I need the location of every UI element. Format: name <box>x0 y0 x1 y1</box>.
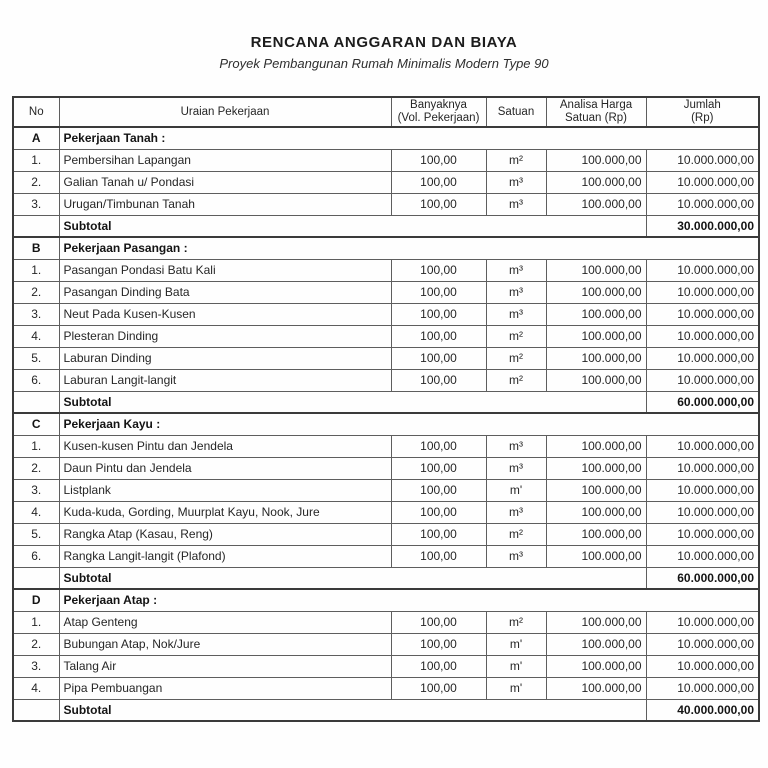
table-row <box>13 281 759 303</box>
row-quantity: 100,00 <box>391 677 486 699</box>
table-row <box>13 325 759 347</box>
row-number: 1. <box>13 435 59 457</box>
row-total: 10.000.000,00 <box>646 633 759 655</box>
row-unit-price: 100.000,00 <box>546 611 646 633</box>
row-unit-price: 100.000,00 <box>546 457 646 479</box>
row-unit-price: 100.000,00 <box>546 259 646 281</box>
row-total: 10.000.000,00 <box>646 611 759 633</box>
row-description: Neut Pada Kusen-Kusen <box>59 303 391 325</box>
col-header-label: Banyaknya <box>410 99 467 111</box>
row-number: 3. <box>13 303 59 325</box>
row-unit: m² <box>486 369 546 391</box>
row-unit: m³ <box>486 303 546 325</box>
row-unit-price: 100.000,00 <box>546 435 646 457</box>
col-header-sublabel: (Vol. Pekerjaan) <box>397 112 480 124</box>
row-number: 2. <box>13 457 59 479</box>
row-description: Listplank <box>59 479 391 501</box>
row-total: 10.000.000,00 <box>646 523 759 545</box>
row-unit: m³ <box>486 281 546 303</box>
row-description: Urugan/Timbunan Tanah <box>59 193 391 215</box>
row-description: Atap Genteng <box>59 611 391 633</box>
row-description: Daun Pintu dan Jendela <box>59 457 391 479</box>
section-letter: C <box>13 413 59 435</box>
row-unit: m² <box>486 611 546 633</box>
table-row <box>13 633 759 655</box>
col-header-sublabel: (Rp) <box>691 112 714 124</box>
row-quantity: 100,00 <box>391 479 486 501</box>
row-description: Pasangan Pondasi Batu Kali <box>59 259 391 281</box>
page-title: RENCANA ANGGARAN DAN BIAYA <box>250 34 518 51</box>
row-total: 10.000.000,00 <box>646 501 759 523</box>
row-unit: m³ <box>486 501 546 523</box>
row-quantity: 100,00 <box>391 457 486 479</box>
row-unit-price: 100.000,00 <box>546 281 646 303</box>
row-total: 10.000.000,00 <box>646 435 759 457</box>
row-quantity: 100,00 <box>391 611 486 633</box>
row-total: 10.000.000,00 <box>646 325 759 347</box>
table-row <box>13 611 759 633</box>
row-quantity: 100,00 <box>391 259 486 281</box>
row-number: 6. <box>13 369 59 391</box>
table-row <box>13 677 759 699</box>
row-quantity: 100,00 <box>391 281 486 303</box>
table-row <box>13 347 759 369</box>
col-header-analisa <box>546 97 646 127</box>
row-number: 2. <box>13 171 59 193</box>
row-quantity: 100,00 <box>391 655 486 677</box>
row-quantity: 100,00 <box>391 369 486 391</box>
row-unit: m³ <box>486 171 546 193</box>
row-unit: m' <box>486 677 546 699</box>
col-header-label: Analisa Harga <box>559 99 633 111</box>
row-unit: m' <box>486 655 546 677</box>
row-description: Pembersihan Lapangan <box>59 149 391 171</box>
row-number: 1. <box>13 611 59 633</box>
row-description: Galian Tanah u/ Pondasi <box>59 171 391 193</box>
col-header-label: Uraian Pekerjaan <box>180 105 270 118</box>
row-number: 3. <box>13 655 59 677</box>
table-row <box>13 303 759 325</box>
row-quantity: 100,00 <box>391 149 486 171</box>
section-header-row <box>13 413 759 435</box>
row-unit: m³ <box>486 457 546 479</box>
table-row <box>13 523 759 545</box>
table-row <box>13 655 759 677</box>
col-header-satuan <box>486 97 546 127</box>
row-unit: m³ <box>486 435 546 457</box>
table-row <box>13 193 759 215</box>
section-letter: A <box>13 127 59 149</box>
row-number: 3. <box>13 479 59 501</box>
table-body <box>13 127 759 721</box>
row-unit: m³ <box>486 259 546 281</box>
row-quantity: 100,00 <box>391 347 486 369</box>
row-total: 10.000.000,00 <box>646 457 759 479</box>
subtotal-value: 60.000.000,00 <box>646 391 759 413</box>
table-row <box>13 457 759 479</box>
row-unit-price: 100.000,00 <box>546 193 646 215</box>
subtotal-value: 30.000.000,00 <box>646 215 759 237</box>
row-description: Laburan Langit-langit <box>59 369 391 391</box>
row-unit-price: 100.000,00 <box>546 325 646 347</box>
table-row <box>13 435 759 457</box>
row-unit-price: 100.000,00 <box>546 171 646 193</box>
row-unit-price: 100.000,00 <box>546 633 646 655</box>
row-total: 10.000.000,00 <box>646 479 759 501</box>
row-unit: m² <box>486 149 546 171</box>
row-number: 4. <box>13 501 59 523</box>
col-header-label: Jumlah <box>683 99 721 111</box>
section-title: Pekerjaan Kayu : <box>59 413 759 435</box>
table-header-row <box>13 97 759 127</box>
table-row <box>13 149 759 171</box>
table-row <box>13 369 759 391</box>
row-description: Talang Air <box>59 655 391 677</box>
row-total: 10.000.000,00 <box>646 677 759 699</box>
row-number: 4. <box>13 677 59 699</box>
section-header-row <box>13 589 759 611</box>
row-unit-price: 100.000,00 <box>546 303 646 325</box>
table-row <box>13 171 759 193</box>
row-quantity: 100,00 <box>391 193 486 215</box>
table-row <box>13 259 759 281</box>
col-header-no <box>13 97 59 127</box>
col-header-uraian <box>59 97 391 127</box>
row-number: 1. <box>13 259 59 281</box>
row-quantity: 100,00 <box>391 435 486 457</box>
row-quantity: 100,00 <box>391 325 486 347</box>
row-description: Rangka Atap (Kasau, Reng) <box>59 523 391 545</box>
row-description: Plesteran Dinding <box>59 325 391 347</box>
row-total: 10.000.000,00 <box>646 545 759 567</box>
row-unit: m² <box>486 523 546 545</box>
row-description: Pasangan Dinding Bata <box>59 281 391 303</box>
row-quantity: 100,00 <box>391 633 486 655</box>
row-unit-price: 100.000,00 <box>546 501 646 523</box>
row-unit-price: 100.000,00 <box>546 369 646 391</box>
subtotal-row <box>13 391 759 413</box>
section-title: Pekerjaan Pasangan : <box>59 237 759 259</box>
row-unit-price: 100.000,00 <box>546 149 646 171</box>
row-total: 10.000.000,00 <box>646 369 759 391</box>
col-header-banyaknya <box>391 97 486 127</box>
row-quantity: 100,00 <box>391 501 486 523</box>
row-description: Kusen-kusen Pintu dan Jendela <box>59 435 391 457</box>
row-unit-price: 100.000,00 <box>546 677 646 699</box>
section-header-row <box>13 127 759 149</box>
row-number: 4. <box>13 325 59 347</box>
subtotal-value: 40.000.000,00 <box>646 699 759 721</box>
col-header-jumlah <box>646 97 759 127</box>
row-total: 10.000.000,00 <box>646 281 759 303</box>
col-header-sublabel: Satuan (Rp) <box>564 112 627 124</box>
row-unit: m³ <box>486 545 546 567</box>
row-total: 10.000.000,00 <box>646 347 759 369</box>
row-description: Laburan Dinding <box>59 347 391 369</box>
col-header-label: Satuan <box>497 105 535 118</box>
row-number: 1. <box>13 149 59 171</box>
row-unit-price: 100.000,00 <box>546 479 646 501</box>
row-description: Pipa Pembuangan <box>59 677 391 699</box>
section-letter: D <box>13 589 59 611</box>
row-total: 10.000.000,00 <box>646 171 759 193</box>
budget-table <box>12 96 760 722</box>
subtotal-label: Subtotal <box>59 699 646 721</box>
col-header-label: No <box>28 105 44 118</box>
row-unit: m' <box>486 633 546 655</box>
subtotal-label: Subtotal <box>59 391 646 413</box>
row-unit: m' <box>486 479 546 501</box>
row-description: Rangka Langit-langit (Plafond) <box>59 545 391 567</box>
subtotal-row <box>13 699 759 721</box>
row-number: 5. <box>13 523 59 545</box>
subtotal-empty-cell <box>13 699 59 721</box>
row-total: 10.000.000,00 <box>646 655 759 677</box>
table-row <box>13 479 759 501</box>
row-unit: m³ <box>486 193 546 215</box>
row-unit-price: 100.000,00 <box>546 523 646 545</box>
row-description: Kuda-kuda, Gording, Muurplat Kayu, Nook, Jure <box>59 501 391 523</box>
row-quantity: 100,00 <box>391 545 486 567</box>
row-quantity: 100,00 <box>391 523 486 545</box>
row-description: Bubungan Atap, Nok/Jure <box>59 633 391 655</box>
section-title: Pekerjaan Tanah : <box>59 127 759 149</box>
section-title: Pekerjaan Atap : <box>59 589 759 611</box>
page-subtitle: Proyek Pembangunan Rumah Minimalis Modern Type 90 <box>219 56 549 71</box>
row-number: 5. <box>13 347 59 369</box>
subtotal-value: 60.000.000,00 <box>646 567 759 589</box>
row-total: 10.000.000,00 <box>646 149 759 171</box>
table-header <box>13 97 759 127</box>
row-number: 2. <box>13 281 59 303</box>
row-quantity: 100,00 <box>391 171 486 193</box>
row-number: 6. <box>13 545 59 567</box>
subtotal-empty-cell <box>13 215 59 237</box>
subtotal-empty-cell <box>13 567 59 589</box>
row-unit-price: 100.000,00 <box>546 347 646 369</box>
subtotal-empty-cell <box>13 391 59 413</box>
row-number: 2. <box>13 633 59 655</box>
subtotal-row <box>13 215 759 237</box>
row-unit-price: 100.000,00 <box>546 655 646 677</box>
row-total: 10.000.000,00 <box>646 259 759 281</box>
row-unit-price: 100.000,00 <box>546 545 646 567</box>
row-total: 10.000.000,00 <box>646 193 759 215</box>
row-total: 10.000.000,00 <box>646 303 759 325</box>
section-header-row <box>13 237 759 259</box>
subtotal-row <box>13 567 759 589</box>
row-number: 3. <box>13 193 59 215</box>
subtotal-label: Subtotal <box>59 567 646 589</box>
row-unit: m² <box>486 325 546 347</box>
table-row <box>13 501 759 523</box>
table-row <box>13 545 759 567</box>
subtotal-label: Subtotal <box>59 215 646 237</box>
row-quantity: 100,00 <box>391 303 486 325</box>
row-unit: m² <box>486 347 546 369</box>
section-letter: B <box>13 237 59 259</box>
